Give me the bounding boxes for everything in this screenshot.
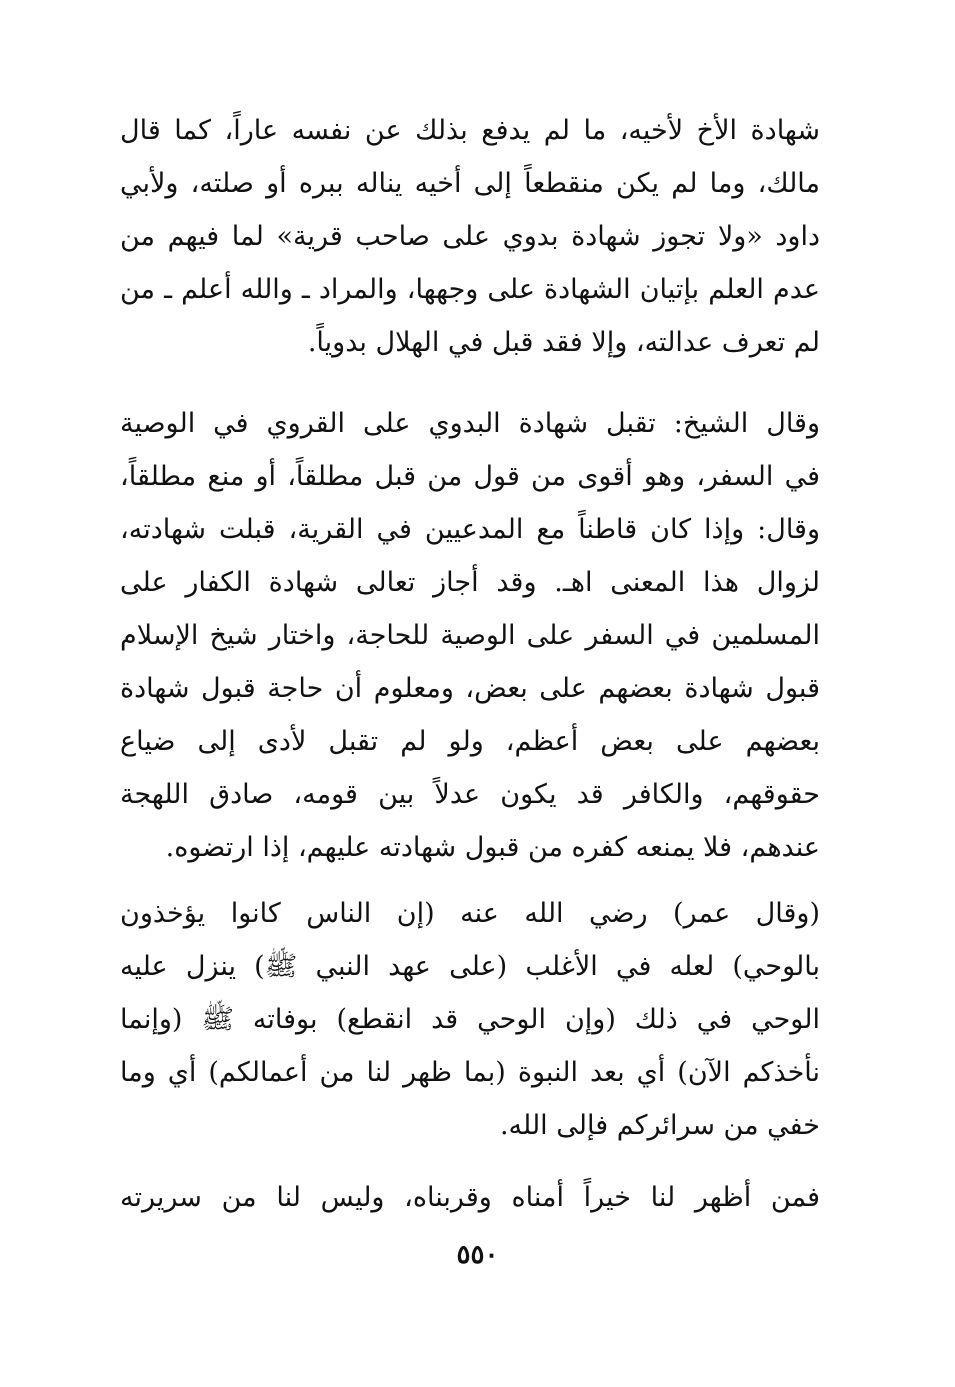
paragraph-1 [120,104,820,369]
text-line: خفي من سرائركم فإلى الله. [499,1110,820,1141]
text-line: وقال الشيخ: تقبل شهادة البدوي على القروي في الوصية [120,408,820,439]
text-line: قبول شهادة بعضهم على بعض، ومعلوم أن حاجة قبول شهادة [120,673,820,704]
text-line: فمن أظهر لنا خيراً أمناه وقربناه، وليس لنا من سريرته [120,1182,820,1213]
paragraph-3 [120,887,820,1152]
text-line: بعضهم على بعض أعظم، ولو لم تقبل لأدى إلى ضياع [120,726,820,757]
paragraph-2 [120,397,820,874]
text-line: مالك، وما لم يكن منقطعاً إلى أخيه يناله ببره أو صلته، ولأبي [120,168,820,199]
text-line: نأخذكم الآن) أي بعد النبوة (بما ظهر لنا من أعمالكم) أي وما [120,1057,820,1088]
text-line: المسلمين في السفر على الوصية للحاجة، واختار شيخ الإسلام [120,620,820,651]
text-line: (وقال عمر) رضي الله عنه (إن الناس كانوا يؤخذون [120,898,820,929]
text-line: عندهم، فلا يمنعه كفره من قبول شهادته عليهم، إذا ارتضوه. [165,832,820,863]
text-line: عدم العلم بإتيان الشهادة على وجهها، والمراد ـ والله أعلم ـ من [120,274,820,305]
text-line: الوحي في ذلك (وإن الوحي قد انقطع) بوفاته ﷺ (وإنما [120,1004,820,1035]
text-line: بالوحي) لعله في الأغلب (على عهد النبي ﷺ) ينزل عليه [120,951,820,982]
text-line: حقوقهم، والكافر قد يكون عدلاً بين قومه، صادق اللهجة [120,779,820,810]
page-number: ٥٥٠ [456,1240,499,1270]
text-line: داود «ولا تجوز شهادة بدوي على صاحب قرية» لما فيهم من [120,221,820,252]
text-line: وقال: وإذا كان قاطناً مع المدعيين في القرية، قبلت شهادته، [120,514,820,545]
text-line: لزوال هذا المعنى اهـ. وقد أجاز تعالى شهادة الكفار على [120,567,820,598]
text-line: لم تعرف عدالته، وإلا فقد قبل في الهلال بدوياً. [307,327,820,358]
text-line: شهادة الأخ لأخيه، ما لم يدفع بذلك عن نفسه عاراً، كما قال [120,115,820,146]
paragraph-4 [120,1171,820,1224]
text-line: في السفر، وهو أقوى من قول من قبل مطلقاً، أو منع مطلقاً، [120,461,820,492]
